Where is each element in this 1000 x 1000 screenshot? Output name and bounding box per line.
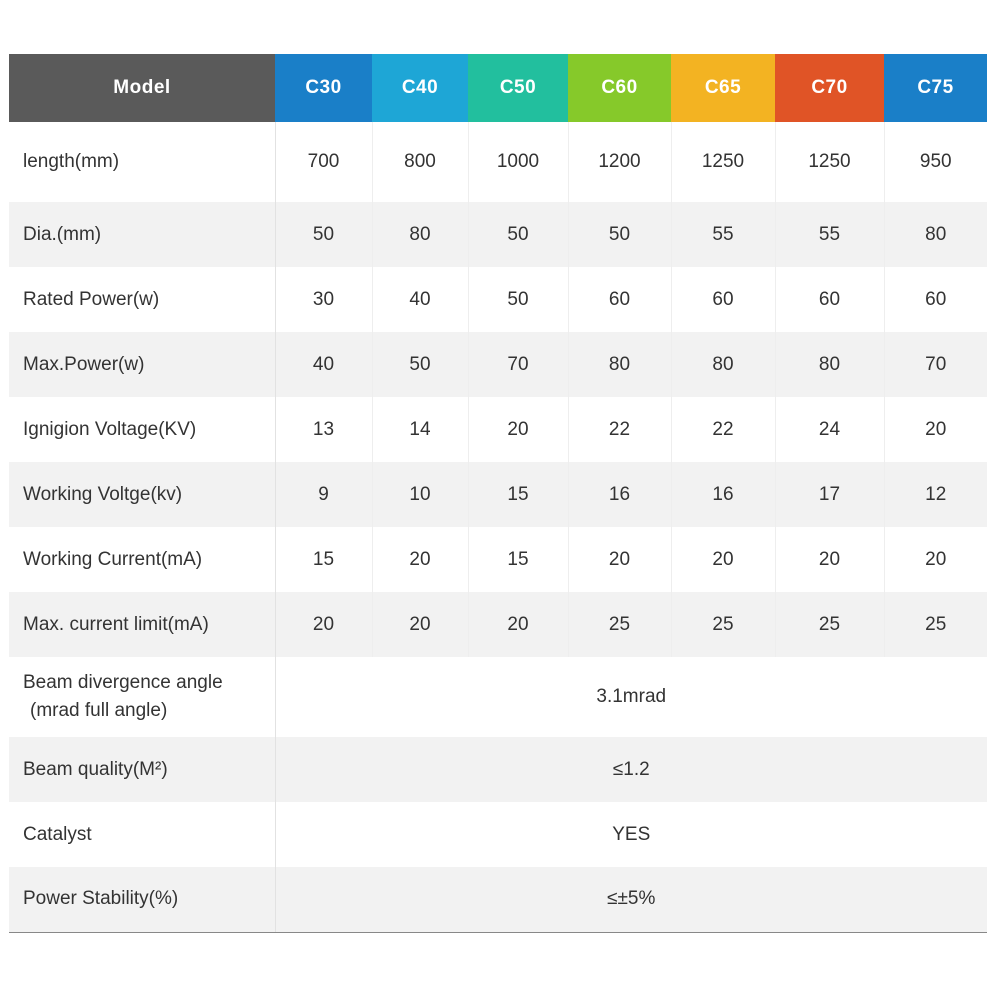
table-cell: 15: [275, 527, 372, 592]
table-cell: 25: [568, 592, 671, 657]
table-cell: 20: [372, 527, 468, 592]
table-row: [9, 737, 987, 802]
table-cell: 20: [925, 418, 947, 440]
model-col-header: C50: [468, 54, 568, 122]
row-label: Power Stability(%): [9, 867, 275, 932]
row-label-line: (mrad full angle): [30, 700, 168, 721]
row-label: Max.Power(w): [9, 332, 275, 397]
table-cell: 40: [275, 332, 372, 397]
table-cell: 1200: [568, 122, 671, 202]
table-cell: 20: [671, 527, 775, 592]
table-cell: 30: [275, 267, 372, 332]
row-label: length(mm): [9, 122, 275, 202]
table-cell: 80: [884, 202, 987, 267]
model-col-header: C75: [884, 54, 987, 122]
header-row: [9, 54, 987, 122]
model-col-header: C65: [671, 54, 775, 122]
table-cell: 50: [372, 332, 468, 397]
table-row: [9, 202, 987, 267]
table-cell: 80: [671, 332, 775, 397]
table-cell: 20: [275, 592, 372, 657]
table-row: [9, 657, 987, 737]
table-cell: 20: [468, 397, 568, 462]
table-cell: 16: [671, 462, 775, 527]
table-cell: 24: [775, 397, 884, 462]
table-row: [9, 802, 987, 867]
table-cell: 14: [372, 397, 468, 462]
table-cell: 22: [671, 397, 775, 462]
table-row: [9, 867, 987, 932]
table-cell: 55: [775, 202, 884, 267]
merged-cell: YES: [612, 823, 651, 845]
table-cell: 950: [919, 151, 952, 172]
table-cell: 60: [568, 267, 671, 332]
table-row: [9, 397, 987, 462]
row-label: Beam quality(M²): [9, 737, 275, 802]
row-label: Rated Power(w): [9, 267, 275, 332]
table-cell: 70: [884, 332, 987, 397]
table-cell: 50: [468, 202, 568, 267]
row-label: Ignigion Voltage(KV): [9, 397, 275, 462]
row-label: Working Voltge(kv): [9, 462, 275, 527]
table-cell: 25: [884, 592, 987, 657]
row-label: Max. current limit(mA): [9, 592, 275, 657]
model-col-header: C40: [372, 54, 468, 122]
table-cell: 17: [775, 462, 884, 527]
table-row: [9, 462, 987, 527]
merged-cell: 3.1mrad: [596, 686, 667, 707]
merged-cell: ≤1.2: [275, 737, 987, 802]
spec-table: [9, 54, 987, 933]
model-header: Model: [9, 54, 275, 122]
table-cell: 1250: [671, 122, 775, 202]
table-cell: 60: [775, 267, 884, 332]
table-cell: 800: [372, 122, 468, 202]
table-cell: 80: [372, 202, 468, 267]
table-cell: 13: [275, 397, 372, 462]
table-cell: 9: [275, 462, 372, 527]
row-label-line: Beam divergence angle: [23, 672, 223, 693]
model-col-header: C60: [568, 54, 671, 122]
table-cell: 15: [468, 527, 568, 592]
table-cell: 70: [468, 332, 568, 397]
table-row: [9, 527, 987, 592]
row-label: Catalyst: [9, 802, 275, 867]
table-row: [9, 332, 987, 397]
table-cell: 15: [468, 462, 568, 527]
merged-cell: ≤±5%: [275, 867, 987, 932]
table-cell: 12: [884, 462, 987, 527]
table-row: [9, 267, 987, 332]
table-cell: 50: [275, 202, 372, 267]
table-cell: 55: [671, 202, 775, 267]
table-cell: 20: [468, 592, 568, 657]
table-cell: 20: [775, 527, 884, 592]
table-cell: 20: [925, 548, 947, 570]
table-cell: 1000: [468, 122, 568, 202]
table-cell: 16: [568, 462, 671, 527]
table-row: [9, 122, 987, 202]
table-cell: 60: [925, 288, 947, 310]
table-cell: 22: [568, 397, 671, 462]
table-cell: 20: [568, 527, 671, 592]
table-cell: 80: [775, 332, 884, 397]
model-col-header: C30: [275, 54, 372, 122]
table-cell: 1250: [775, 122, 884, 202]
row-label: Dia.(mm): [9, 202, 275, 267]
table-row: [9, 592, 987, 657]
row-label: [9, 657, 275, 737]
model-col-header: C70: [775, 54, 884, 122]
table-cell: 20: [372, 592, 468, 657]
table-cell: 80: [568, 332, 671, 397]
table-cell: 60: [671, 267, 775, 332]
table-cell: 40: [372, 267, 468, 332]
row-label: Working Current(mA): [9, 527, 275, 592]
table-cell: 25: [775, 592, 884, 657]
table-cell: 25: [671, 592, 775, 657]
table-cell: 10: [372, 462, 468, 527]
table-cell: 50: [568, 202, 671, 267]
table-cell: 50: [468, 267, 568, 332]
table-cell: 700: [275, 122, 372, 202]
